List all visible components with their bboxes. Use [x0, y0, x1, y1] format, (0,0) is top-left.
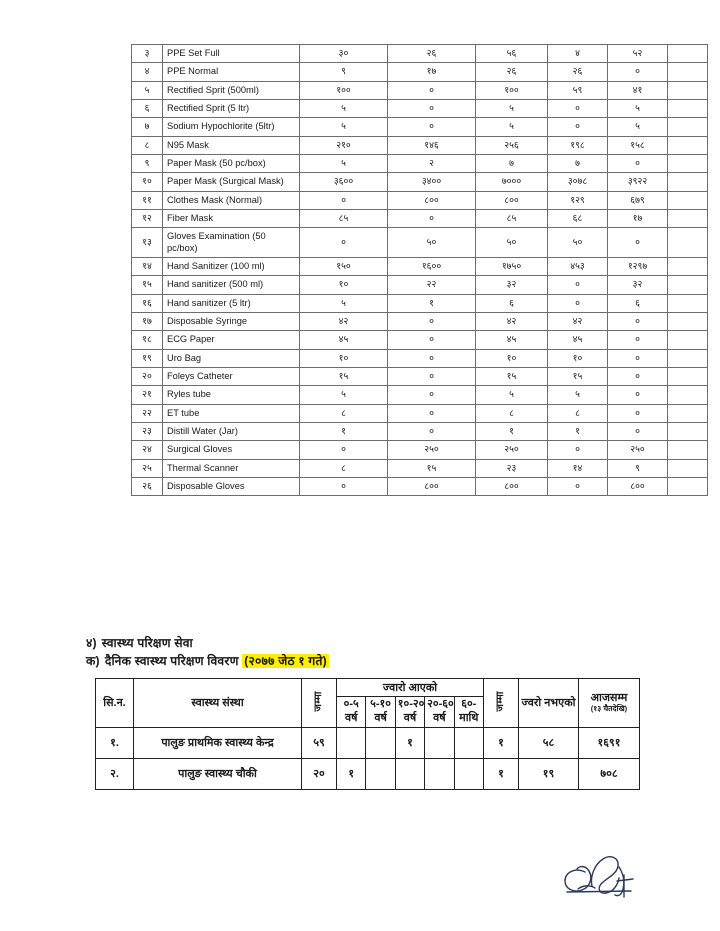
- cell-value-2: ०: [388, 349, 476, 367]
- cell-serial-number: १.: [96, 727, 134, 758]
- cell-value-5: ५: [608, 118, 668, 136]
- table-row: [132, 257, 708, 275]
- cell-value-5: १७: [608, 209, 668, 227]
- cell-value-1: ४५: [300, 331, 388, 349]
- cell-value-5: ०: [608, 422, 668, 440]
- cell-till-date: ७०८: [579, 758, 640, 789]
- cell-value-1: ८५: [300, 209, 388, 227]
- cell-value-1: ५: [300, 99, 388, 117]
- cell-value-2: १: [388, 294, 476, 312]
- cell-value-3: २५०: [476, 441, 548, 459]
- table-row: [96, 758, 640, 789]
- cell-value-4: २६: [548, 63, 608, 81]
- cell-value-1: १०: [300, 349, 388, 367]
- subsection-date-highlight: (२०७७ जेठ १ गते): [244, 654, 327, 669]
- cell-value-5: १५८: [608, 136, 668, 154]
- cell-value-1: ५: [300, 154, 388, 172]
- cell-value-3: १: [476, 422, 548, 440]
- cell-value-6: [668, 477, 708, 495]
- cell-organization-name: पालुङ स्वास्थ्य चौकी: [134, 758, 302, 789]
- cell-value-6: [668, 386, 708, 404]
- table-row: [132, 45, 708, 63]
- cell-item-name: Rectified Sprit (500ml): [163, 81, 300, 99]
- cell-value-3: १७५०: [476, 257, 548, 275]
- cell-serial-number: १२: [132, 209, 163, 227]
- supplies-table: [131, 44, 708, 496]
- table-row: [132, 228, 708, 258]
- section-heading-block: [86, 634, 646, 671]
- cell-serial-number: ११: [132, 191, 163, 209]
- cell-value-3: ५: [476, 99, 548, 117]
- cell-item-name: Distill Water (Jar): [163, 422, 300, 440]
- cell-item-name: ECG Paper: [163, 331, 300, 349]
- cell-value-2: १७: [388, 63, 476, 81]
- cell-serial-number: ९: [132, 154, 163, 172]
- cell-value-4: ०: [548, 441, 608, 459]
- cell-no-fever: १९: [519, 758, 579, 789]
- cell-value-6: [668, 173, 708, 191]
- table-row: [132, 154, 708, 172]
- cell-item-name: Surgical Gloves: [163, 441, 300, 459]
- signature-area: [545, 845, 675, 905]
- table-row: [132, 191, 708, 209]
- cell-value-4: १५: [548, 367, 608, 385]
- cell-item-name: Uro Bag: [163, 349, 300, 367]
- header-till-date-sub: (१३ चैतदेखि): [590, 703, 628, 713]
- cell-value-2: ०: [388, 331, 476, 349]
- cell-value-1: ०: [300, 477, 388, 495]
- health-table-body: [96, 727, 640, 789]
- cell-value-5: ६: [608, 294, 668, 312]
- cell-serial-number: २१: [132, 386, 163, 404]
- cell-item-name: ET tube: [163, 404, 300, 422]
- cell-age-5-10: [366, 727, 395, 758]
- subsection-heading-number: क): [86, 654, 100, 669]
- health-table-head: [96, 679, 640, 728]
- cell-value-1: ३६००: [300, 173, 388, 191]
- cell-value-3: १५: [476, 367, 548, 385]
- cell-value-5: ४१: [608, 81, 668, 99]
- cell-value-3: १००: [476, 81, 548, 99]
- cell-value-2: ०: [388, 386, 476, 404]
- cell-value-5: ०: [608, 349, 668, 367]
- table-row: [132, 477, 708, 495]
- cell-item-name: N95 Mask: [163, 136, 300, 154]
- cell-value-4: १४: [548, 459, 608, 477]
- cell-value-4: १: [548, 422, 608, 440]
- section-heading-number: ४): [86, 636, 97, 650]
- cell-value-1: ५: [300, 294, 388, 312]
- age-range-line-2: वर्ष: [374, 711, 387, 724]
- cell-value-4: ३०७८: [548, 173, 608, 191]
- cell-serial-number: ५: [132, 81, 163, 99]
- cell-serial-number: ८: [132, 136, 163, 154]
- cell-value-3: ५६: [476, 45, 548, 63]
- cell-value-2: १५: [388, 459, 476, 477]
- table-row: [132, 81, 708, 99]
- cell-value-2: ०: [388, 118, 476, 136]
- table-row: [132, 136, 708, 154]
- header-till-date-main: आजसम्म: [590, 692, 628, 705]
- cell-serial-number: ६: [132, 99, 163, 117]
- cell-value-5: २५०: [608, 441, 668, 459]
- cell-no-fever: ५८: [519, 727, 579, 758]
- table-row: [132, 173, 708, 191]
- cell-value-6: [668, 191, 708, 209]
- table-row: [132, 386, 708, 404]
- header-no-fever: ज्वरो नभएको: [519, 679, 579, 728]
- cell-item-name: Hand sanitizer (500 ml): [163, 276, 300, 294]
- cell-value-5: ३२: [608, 276, 668, 294]
- cell-value-3: ७०००: [476, 173, 548, 191]
- cell-value-1: ०: [300, 228, 388, 258]
- cell-item-name: Sodium Hypochlorite (5ltr): [163, 118, 300, 136]
- cell-value-2: २६: [388, 45, 476, 63]
- cell-value-1: ३०: [300, 45, 388, 63]
- cell-value-6: [668, 45, 708, 63]
- cell-value-1: ९: [300, 63, 388, 81]
- table-row: [132, 209, 708, 227]
- cell-value-3: ५०: [476, 228, 548, 258]
- cell-age-20-60: [425, 758, 454, 789]
- cell-value-3: ४५: [476, 331, 548, 349]
- cell-value-4: ६८: [548, 209, 608, 227]
- cell-value-4: ५०: [548, 228, 608, 258]
- cell-value-4: ०: [548, 276, 608, 294]
- cell-value-6: [668, 228, 708, 258]
- cell-item-name: Rectified Sprit (5 ltr): [163, 99, 300, 117]
- header-total-checked-label: जम्मा: [313, 691, 324, 712]
- cell-value-4: ५: [548, 386, 608, 404]
- cell-value-5: ०: [608, 404, 668, 422]
- cell-value-1: ८: [300, 404, 388, 422]
- cell-value-5: ०: [608, 63, 668, 81]
- cell-value-1: ५: [300, 386, 388, 404]
- cell-value-5: १२९७: [608, 257, 668, 275]
- age-range-line-1: ०-५: [343, 698, 359, 710]
- age-range-line-2: वर्ष: [344, 711, 358, 724]
- age-range-line-2: वर्ष: [433, 711, 446, 724]
- cell-value-3: ५: [476, 118, 548, 136]
- cell-fever-total: १: [484, 727, 519, 758]
- table-row: [132, 63, 708, 81]
- age-range-line-1: ५-१०: [370, 698, 391, 710]
- health-checkup-table: [95, 678, 640, 790]
- cell-value-3: ८: [476, 404, 548, 422]
- cell-serial-number: ७: [132, 118, 163, 136]
- cell-value-5: ०: [608, 228, 668, 258]
- header-fever-total: [484, 679, 519, 728]
- cell-value-6: [668, 81, 708, 99]
- cell-age-10-20: [395, 758, 424, 789]
- table-row: [132, 459, 708, 477]
- cell-item-name: Disposable Gloves: [163, 477, 300, 495]
- header-fever-group: ज्वारो आएको: [337, 679, 484, 697]
- cell-value-3: ८००: [476, 191, 548, 209]
- section-heading: [86, 634, 646, 652]
- cell-age-10-20: १: [395, 727, 424, 758]
- cell-age-60-plus: [454, 758, 483, 789]
- cell-serial-number: १०: [132, 173, 163, 191]
- cell-value-6: [668, 276, 708, 294]
- cell-item-name: Hand sanitizer (5 ltr): [163, 294, 300, 312]
- cell-value-6: [668, 349, 708, 367]
- cell-item-name: Ryles tube: [163, 386, 300, 404]
- cell-value-6: [668, 312, 708, 330]
- cell-value-1: ४२: [300, 312, 388, 330]
- table-row: [132, 422, 708, 440]
- cell-value-4: ७: [548, 154, 608, 172]
- cell-item-name: Gloves Examination (50 pc/box): [163, 228, 300, 258]
- cell-value-2: १४६: [388, 136, 476, 154]
- table-row: [132, 276, 708, 294]
- table-row: [132, 331, 708, 349]
- age-range-line-1: २०-६०: [427, 698, 454, 710]
- cell-item-name: Clothes Mask (Normal): [163, 191, 300, 209]
- cell-value-5: ०: [608, 154, 668, 172]
- cell-serial-number: २२: [132, 404, 163, 422]
- cell-value-2: ०: [388, 209, 476, 227]
- age-range-line-1: ६०-: [461, 698, 477, 710]
- cell-value-2: २२: [388, 276, 476, 294]
- header-till-date: [579, 679, 640, 728]
- cell-value-6: [668, 422, 708, 440]
- cell-value-2: ०: [388, 422, 476, 440]
- cell-value-3: ६: [476, 294, 548, 312]
- cell-value-3: ८००: [476, 477, 548, 495]
- cell-value-6: [668, 367, 708, 385]
- cell-value-3: ३२: [476, 276, 548, 294]
- cell-value-3: ५: [476, 386, 548, 404]
- cell-age-60-plus: [454, 727, 483, 758]
- cell-item-name: Thermal Scanner: [163, 459, 300, 477]
- cell-serial-number: ३: [132, 45, 163, 63]
- cell-value-1: ०: [300, 191, 388, 209]
- cell-value-2: ०: [388, 367, 476, 385]
- cell-total-checked: ५९: [302, 727, 337, 758]
- cell-value-2: ०: [388, 312, 476, 330]
- cell-value-2: ५०: [388, 228, 476, 258]
- cell-value-4: ०: [548, 99, 608, 117]
- cell-value-6: [668, 331, 708, 349]
- table-row: [132, 404, 708, 422]
- cell-serial-number: १६: [132, 294, 163, 312]
- table-row: [96, 727, 640, 758]
- cell-value-5: ९: [608, 459, 668, 477]
- cell-serial-number: २६: [132, 477, 163, 495]
- cell-age-5-10: [366, 758, 395, 789]
- cell-value-4: ४५३: [548, 257, 608, 275]
- cell-value-1: ८: [300, 459, 388, 477]
- cell-value-5: ०: [608, 312, 668, 330]
- cell-item-name: Hand Sanitizer (100 ml): [163, 257, 300, 275]
- cell-value-3: २६: [476, 63, 548, 81]
- cell-value-3: ४२: [476, 312, 548, 330]
- cell-value-4: १२९: [548, 191, 608, 209]
- header-age-group-3: [395, 697, 424, 728]
- cell-age-0-5: [337, 727, 366, 758]
- cell-value-3: २५६: [476, 136, 548, 154]
- cell-value-1: ५: [300, 118, 388, 136]
- cell-value-4: १०: [548, 349, 608, 367]
- handwritten-signature-icon: [545, 845, 675, 905]
- cell-serial-number: २०: [132, 367, 163, 385]
- header-age-group-1: [337, 697, 366, 728]
- header-age-group-5: [454, 697, 483, 728]
- cell-value-4: ८: [548, 404, 608, 422]
- cell-value-5: ८००: [608, 477, 668, 495]
- cell-organization-name: पालुङ प्राथमिक स्वास्थ्य केन्द्र: [134, 727, 302, 758]
- cell-value-3: ८५: [476, 209, 548, 227]
- table-row: [132, 312, 708, 330]
- cell-value-2: ८००: [388, 477, 476, 495]
- cell-value-6: [668, 99, 708, 117]
- health-header-row-1: [96, 679, 640, 697]
- supplies-table-container: [131, 44, 687, 496]
- cell-item-name: Disposable Syringe: [163, 312, 300, 330]
- cell-serial-number: १३: [132, 228, 163, 258]
- cell-serial-number: १९: [132, 349, 163, 367]
- cell-value-2: ०: [388, 404, 476, 422]
- cell-value-6: [668, 294, 708, 312]
- cell-value-2: ८००: [388, 191, 476, 209]
- table-row: [132, 118, 708, 136]
- header-total-checked: [302, 679, 337, 728]
- cell-value-4: ०: [548, 477, 608, 495]
- cell-value-4: ५९: [548, 81, 608, 99]
- cell-value-1: १५: [300, 367, 388, 385]
- cell-item-name: PPE Set Full: [163, 45, 300, 63]
- age-range-line-1: १०-२०: [397, 698, 425, 710]
- header-organization: स्वास्थ्य संस्था: [134, 679, 302, 728]
- cell-value-6: [668, 154, 708, 172]
- cell-item-name: PPE Normal: [163, 63, 300, 81]
- cell-serial-number: १७: [132, 312, 163, 330]
- cell-serial-number: २५: [132, 459, 163, 477]
- cell-value-6: [668, 441, 708, 459]
- cell-value-1: ०: [300, 441, 388, 459]
- cell-value-5: ०: [608, 386, 668, 404]
- health-checkup-table-container: [95, 678, 640, 790]
- subsection-heading-title: दैनिक स्वास्थ्य परिक्षण विवरण: [104, 654, 239, 669]
- cell-value-6: [668, 257, 708, 275]
- cell-total-checked: २०: [302, 758, 337, 789]
- cell-value-6: [668, 459, 708, 477]
- cell-fever-total: १: [484, 758, 519, 789]
- cell-value-3: २३: [476, 459, 548, 477]
- cell-serial-number: १४: [132, 257, 163, 275]
- cell-value-6: [668, 209, 708, 227]
- cell-serial-number: १८: [132, 331, 163, 349]
- cell-value-3: १०: [476, 349, 548, 367]
- cell-value-2: २: [388, 154, 476, 172]
- cell-value-1: १०: [300, 276, 388, 294]
- cell-value-5: ०: [608, 367, 668, 385]
- cell-value-4: ४: [548, 45, 608, 63]
- cell-value-3: ७: [476, 154, 548, 172]
- cell-value-5: ५: [608, 99, 668, 117]
- cell-value-2: ०: [388, 99, 476, 117]
- cell-value-4: ४२: [548, 312, 608, 330]
- cell-value-4: ४५: [548, 331, 608, 349]
- header-age-group-2: [366, 697, 395, 728]
- cell-till-date: १६९१: [579, 727, 640, 758]
- table-row: [132, 367, 708, 385]
- header-fever-total-label: जम्मा: [495, 691, 506, 712]
- cell-value-2: ०: [388, 81, 476, 99]
- cell-value-1: १: [300, 422, 388, 440]
- cell-serial-number: १५: [132, 276, 163, 294]
- cell-value-2: १६००: [388, 257, 476, 275]
- cell-serial-number: २३: [132, 422, 163, 440]
- cell-value-1: १००: [300, 81, 388, 99]
- cell-value-2: ३४००: [388, 173, 476, 191]
- cell-age-0-5: १: [337, 758, 366, 789]
- cell-serial-number: २.: [96, 758, 134, 789]
- cell-value-6: [668, 404, 708, 422]
- header-age-group-4: [425, 697, 454, 728]
- header-serial-number: सि.न.: [96, 679, 134, 728]
- age-range-line-2: वर्ष: [403, 711, 417, 724]
- cell-value-5: ०: [608, 331, 668, 349]
- cell-value-1: २१०: [300, 136, 388, 154]
- cell-value-6: [668, 118, 708, 136]
- cell-serial-number: २४: [132, 441, 163, 459]
- cell-value-6: [668, 136, 708, 154]
- table-row: [132, 349, 708, 367]
- cell-value-1: १५०: [300, 257, 388, 275]
- cell-value-4: ०: [548, 294, 608, 312]
- cell-serial-number: ४: [132, 63, 163, 81]
- cell-item-name: Paper Mask (Surgical Mask): [163, 173, 300, 191]
- age-range-line-2: माथि: [459, 711, 479, 724]
- cell-value-2: २५०: [388, 441, 476, 459]
- section-heading-title: स्वास्थ्य परिक्षण सेवा: [101, 636, 193, 650]
- table-row: [132, 99, 708, 117]
- cell-item-name: Fiber Mask: [163, 209, 300, 227]
- cell-value-5: ३९२२: [608, 173, 668, 191]
- cell-age-20-60: [425, 727, 454, 758]
- cell-value-4: ०: [548, 118, 608, 136]
- cell-value-6: [668, 63, 708, 81]
- cell-value-5: ५२: [608, 45, 668, 63]
- cell-item-name: Paper Mask (50 pc/box): [163, 154, 300, 172]
- cell-value-4: १९८: [548, 136, 608, 154]
- table-row: [132, 441, 708, 459]
- table-row: [132, 294, 708, 312]
- cell-item-name: Foleys Catheter: [163, 367, 300, 385]
- subsection-heading: [86, 652, 646, 670]
- cell-value-5: ६७९: [608, 191, 668, 209]
